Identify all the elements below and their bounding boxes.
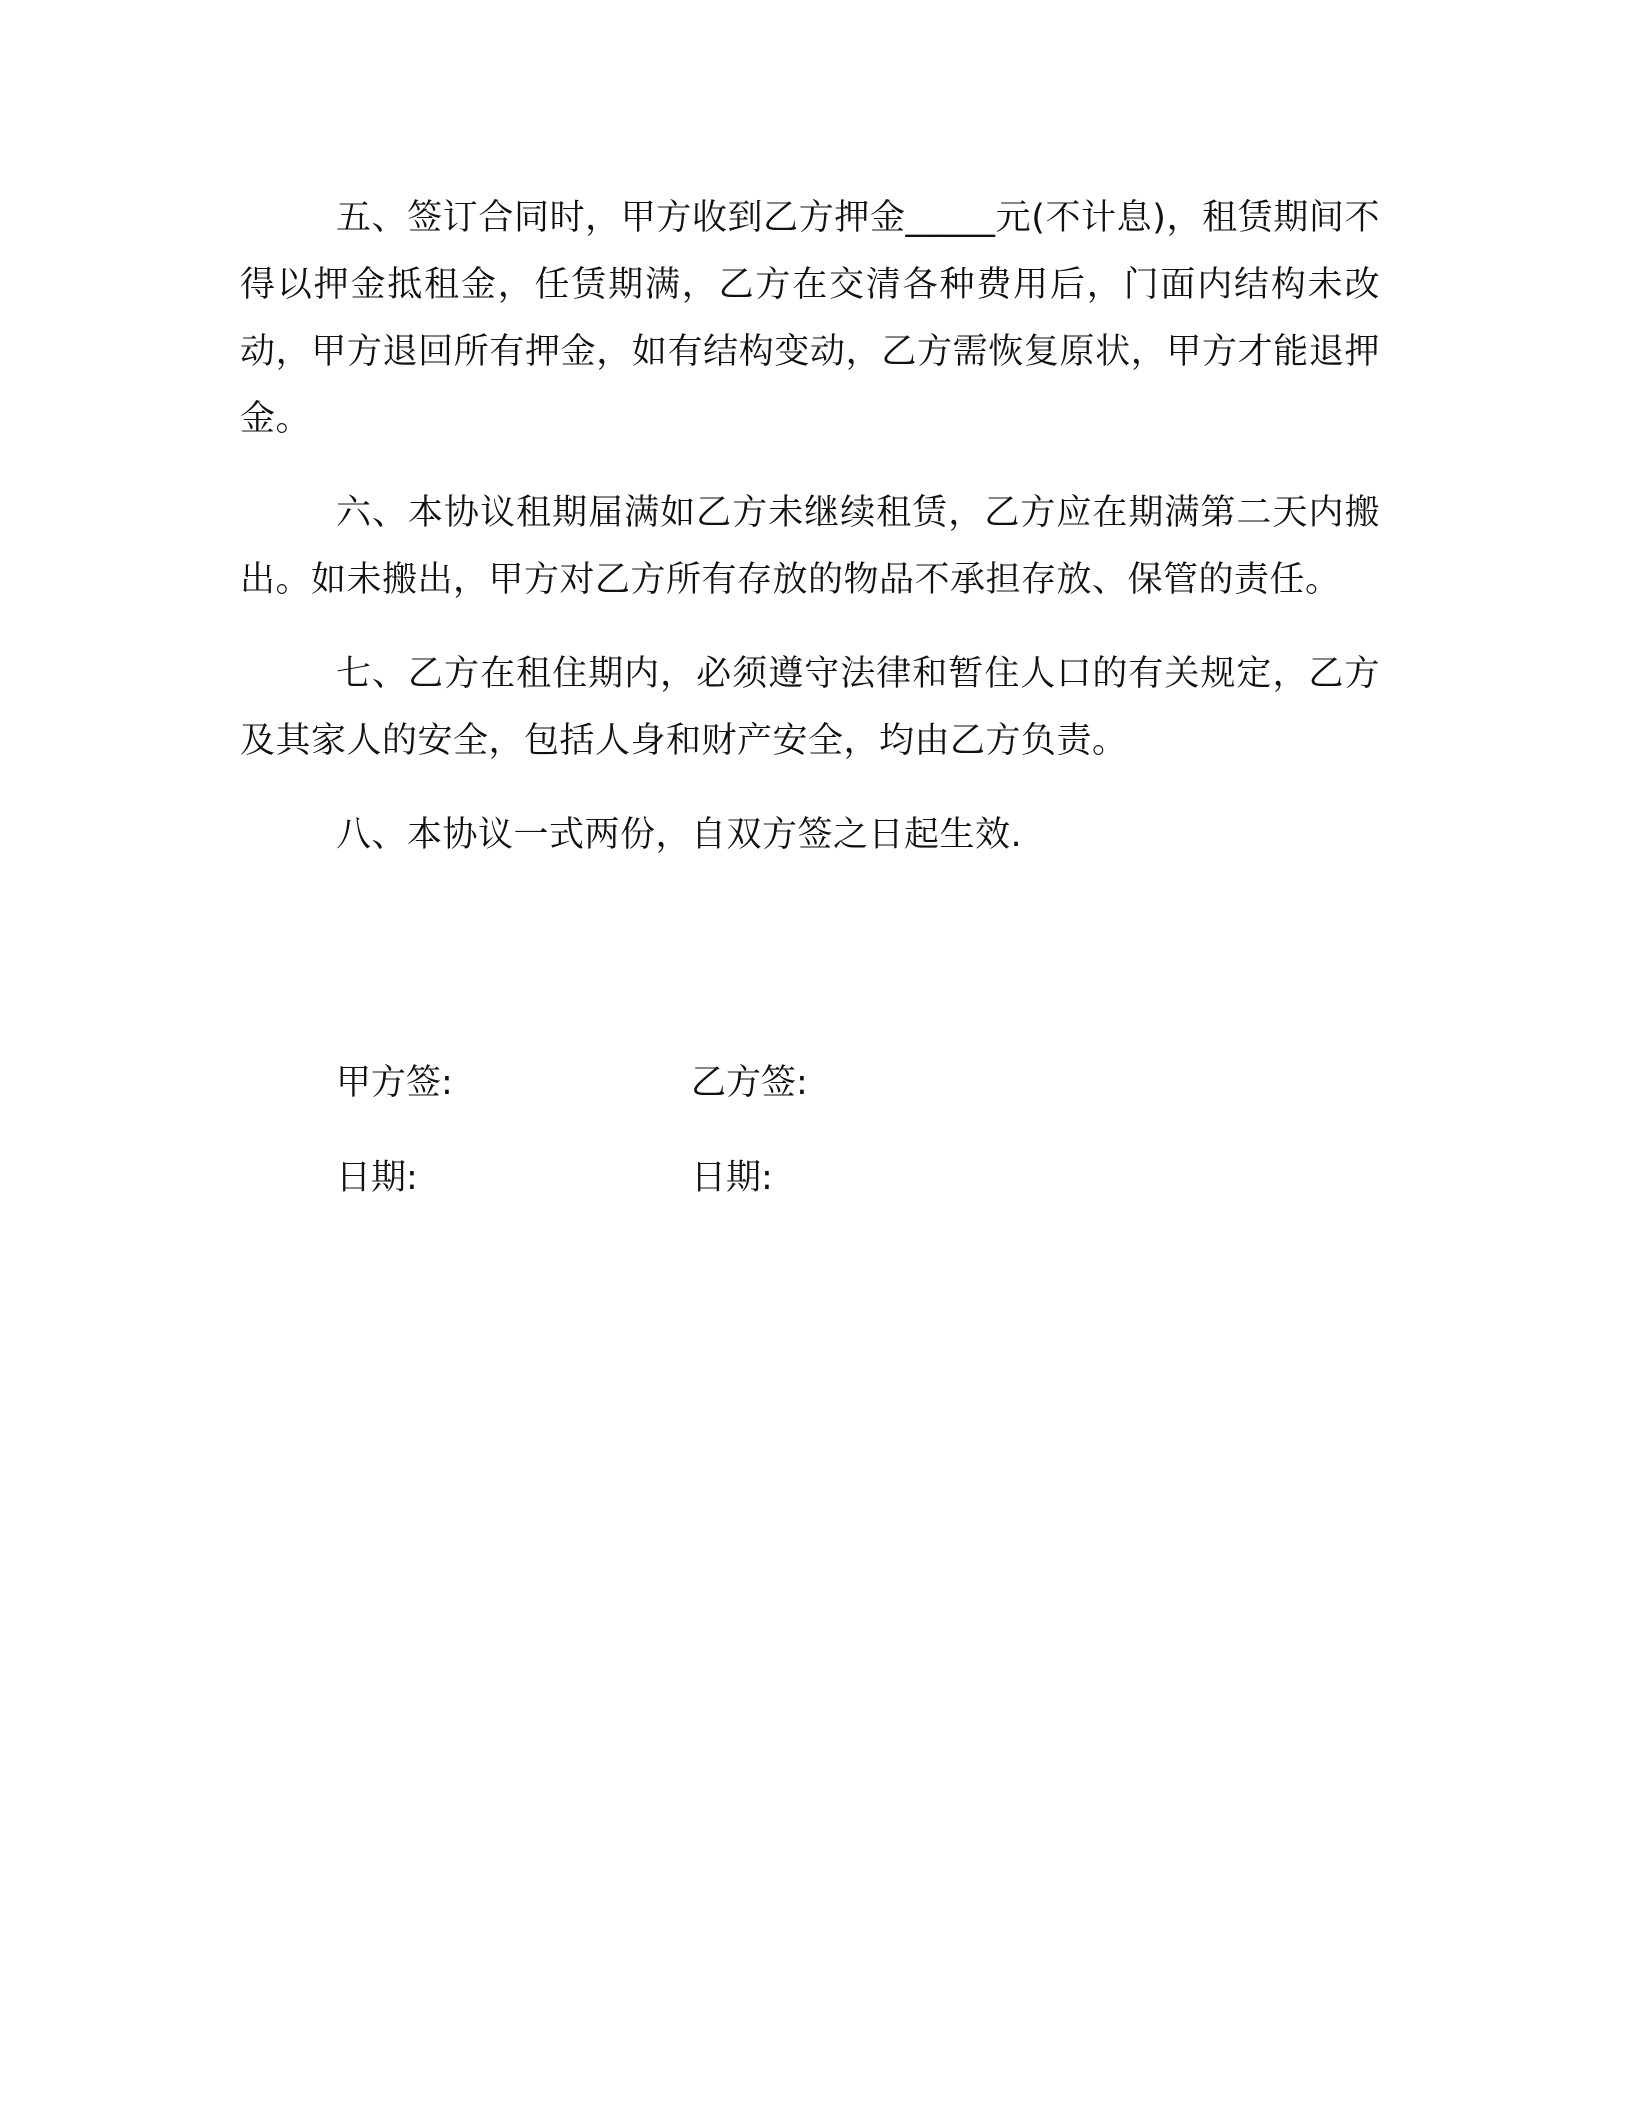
contract-clauses [240,185,1380,869]
party-a-date-label: 日期: [336,1158,418,1198]
signature-block [336,1050,1236,1240]
clause-5: 五、签订合同时，甲方收到乙方押金_____元(不计息)，租赁期间不得以押金抵租金，任赁期满，乙方在交清各种费用后，门面内结构未改动，甲方退回所有押金，如有结构变动，乙方需恢复原状，甲方才能退押金。 [240,198,1380,439]
clause-6: 六、本协议租期届满如乙方未继续租赁，乙方应在期满第二天内搬出。如未搬出，甲方对乙方所有存放的物品不承担存放、保管的责任。 [240,493,1380,600]
party-b-signature-label: 乙方签: [691,1063,808,1103]
party-a-signature-label: 甲方签: [336,1063,453,1103]
clause-8: 八、本协议一式两份，自双方签之日起生效. [336,815,1023,855]
clause-7: 七、乙方在租住期内，必须遵守法律和暂住人口的有关规定，乙方及其家人的安全，包括人身和财产安全，均由乙方负责。 [240,654,1380,761]
signature-row [336,1050,1236,1145]
date-row [336,1145,1236,1240]
party-b-date-label: 日期: [691,1158,773,1198]
